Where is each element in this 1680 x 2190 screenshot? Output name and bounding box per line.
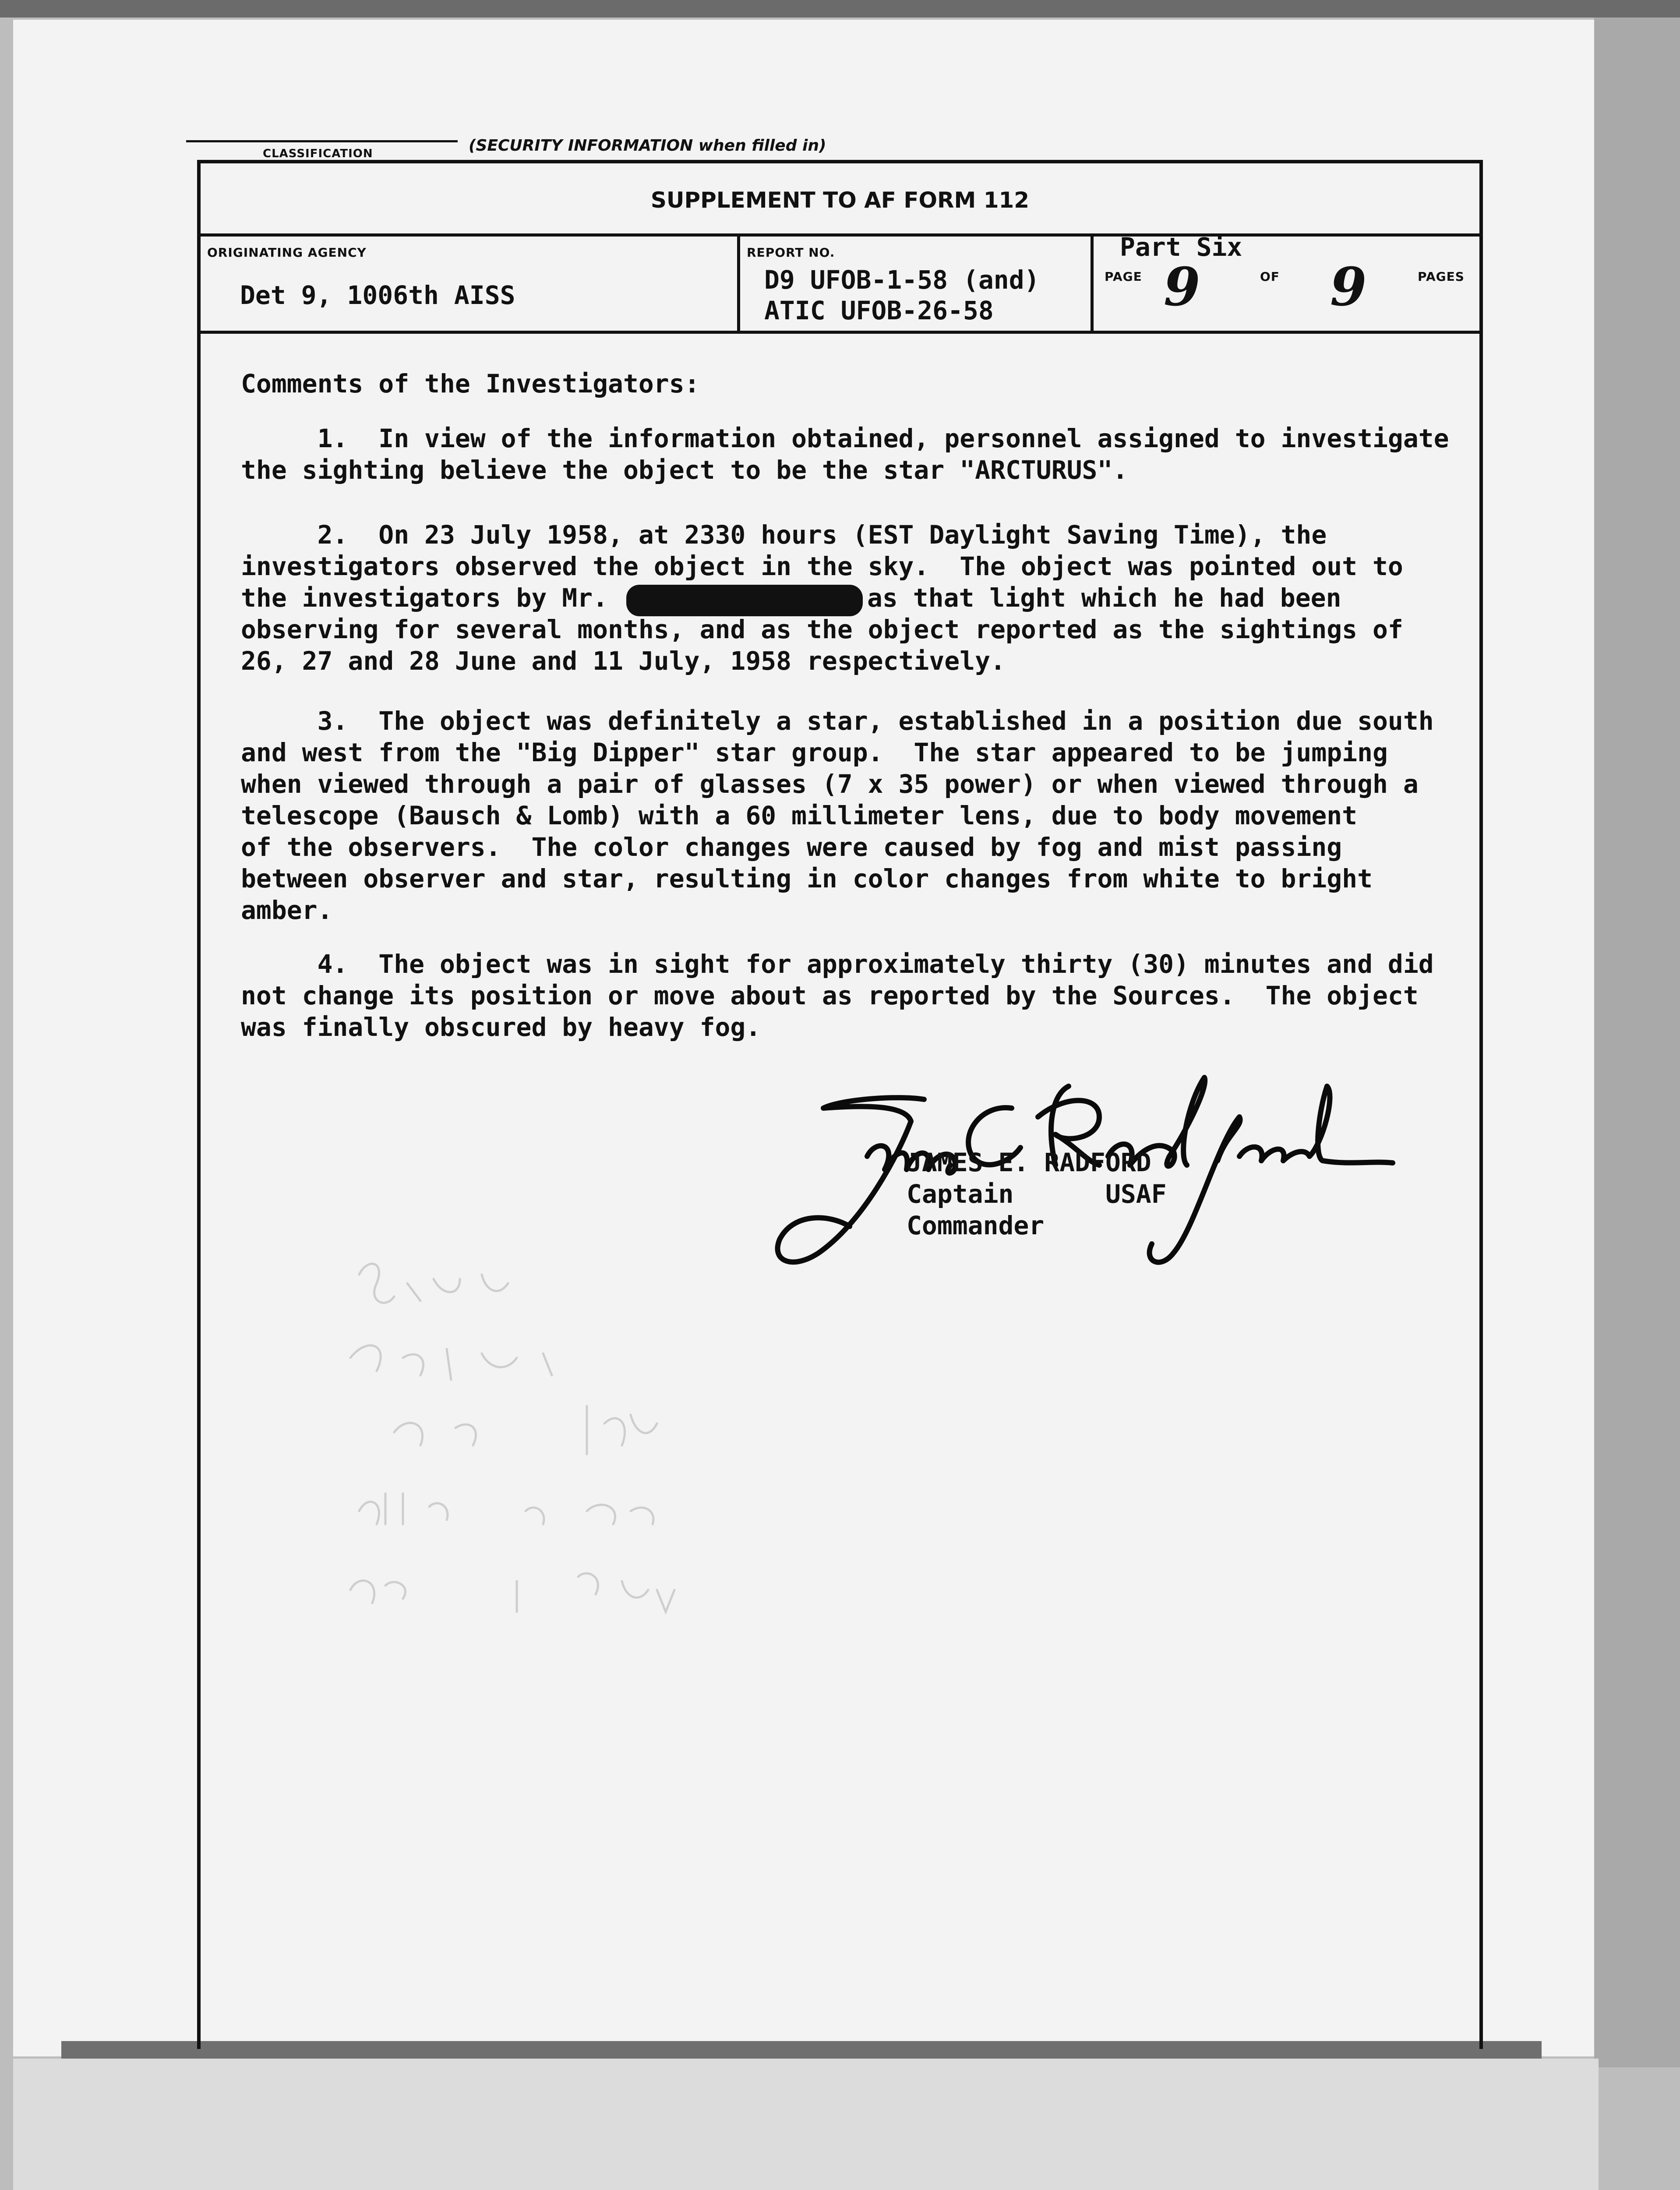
pages-label: PAGES (1418, 269, 1465, 284)
security-note: (SECURITY INFORMATION when filled in) (469, 137, 826, 155)
paragraph-2-rest: observing for several months, and as the object reported as the sightings of 26, 27 and 28 June and 11 July, 1958 respectively. (241, 615, 1403, 676)
comments-heading: Comments of the Investigators: (241, 369, 700, 399)
paragraph-2-line-1: 2. On 23 July 1958, at 2330 hours (EST Daylight Saving Time), the (241, 520, 1327, 550)
redaction-bar (626, 585, 863, 616)
page-number: 9 (1164, 256, 1200, 318)
form-title-row (201, 163, 1479, 237)
report-number-line1: D9 UFOB-1-58 (and) (764, 265, 1040, 295)
classification-label: CLASSIFICATION (263, 147, 373, 160)
paragraph-2-line-3-end: as that light which he had been (867, 583, 1341, 613)
signer-rank: Captain USAF (907, 1179, 1167, 1209)
form-header-row (201, 232, 1479, 334)
total-pages: 9 (1330, 256, 1367, 318)
scan-lower-margin (13, 2059, 1599, 2190)
report-number-line2: ATIC UFOB-26-58 (764, 296, 994, 325)
originating-agency-label: ORIGINATING AGENCY (207, 245, 367, 260)
page-count-cell (1091, 232, 1479, 331)
paragraph-1: 1. In view of the information obtained, personnel assigned to investigate the sighting believe the object to be the star "ARCTURUS". (241, 424, 1449, 485)
part-label: Part Six (1120, 232, 1242, 262)
report-number-cell (737, 237, 1093, 331)
report-number-label: REPORT NO. (747, 245, 835, 260)
paragraph-4: 4. The object was in sight for approximately thirty (30) minutes and did not change its position or move about as reported by the Sources. The object was finally obscured by heavy fog. (241, 949, 1434, 1042)
originating-agency-cell (201, 237, 737, 331)
signer-title: Commander (907, 1211, 1045, 1240)
paragraph-2-line-2: investigators observed the object in the sky. The object was pointed out to (241, 551, 1403, 581)
of-label: OF (1260, 269, 1280, 284)
faint-pencil-notes (342, 1248, 867, 1642)
scan-right-edge (1594, 18, 1680, 2067)
signer-name: JAMES E. RADFORD (907, 1148, 1151, 1177)
paragraph-3: 3. The object was definitely a star, established in a position due south and west from the "Big Dipper" star group. The star appeared to be jumping when viewed through a pair of glasses (7 x 35 power) or when viewed through a telescope (Bausch & Lomb) with a 60 millimeter lens, due to body movement of the observers. The color changes were caused by fog and mist passing between observer and star, resulting in color changes from white to bright amber. (241, 706, 1434, 925)
originating-agency-value: Det 9, 1006th AISS (240, 280, 515, 310)
scan-top-edge (0, 0, 1680, 18)
classification-line (186, 140, 458, 142)
page-label: PAGE (1105, 269, 1142, 284)
form-title: SUPPLEMENT TO AF FORM 112 (650, 187, 1030, 213)
paragraph-2-line-3-start: the investigators by Mr. (241, 583, 608, 613)
